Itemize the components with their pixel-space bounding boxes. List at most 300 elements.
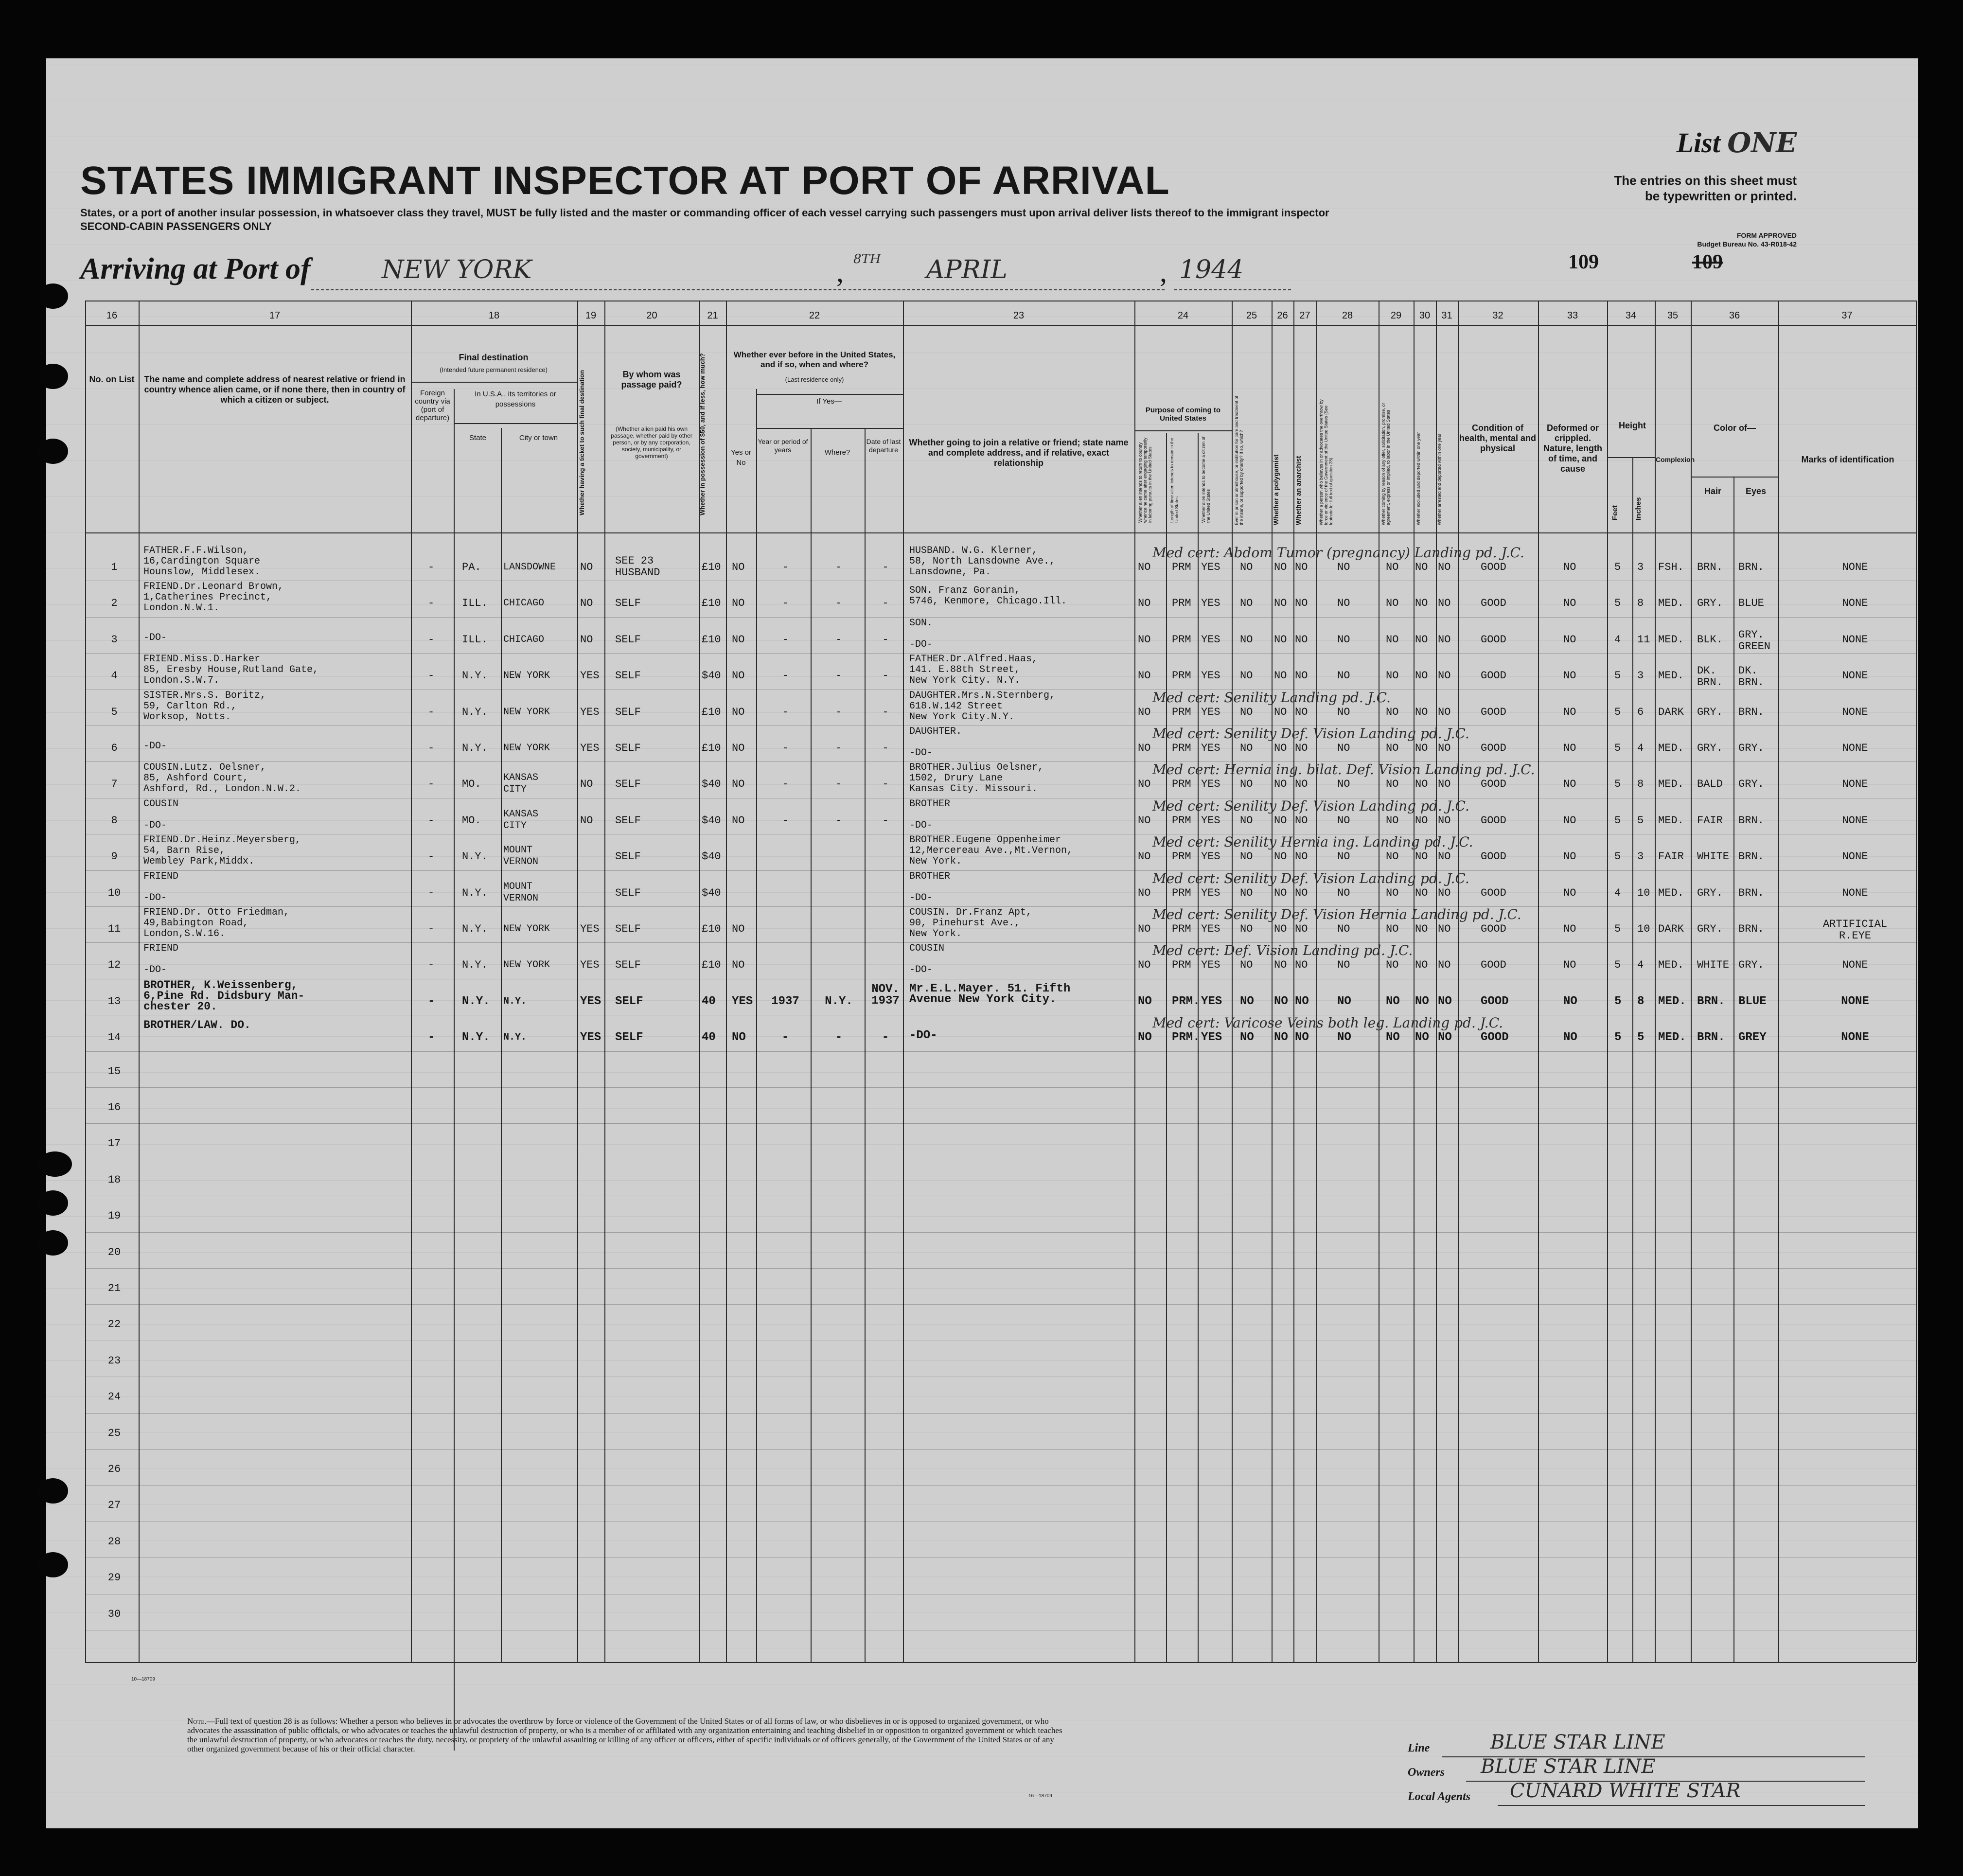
height-inches: 8 xyxy=(1637,597,1644,610)
height-feet: 5 xyxy=(1614,959,1621,972)
row-number: 30 xyxy=(107,1608,121,1620)
excluded: NO xyxy=(1415,778,1428,791)
grid-vline xyxy=(1134,301,1135,1662)
hdr-passage-note: (Whether alien paid his own passage, whether paid by other person, or by any corporation, society, municipality, or government) xyxy=(611,425,692,460)
row-number: 5 xyxy=(111,706,118,718)
prison: NO xyxy=(1240,994,1254,1008)
arrested: NO xyxy=(1438,633,1451,646)
handwritten-medical-note: Med cert: Senility Def. Vision Landing pd. J.C. xyxy=(1152,797,1469,814)
handwritten-medical-note: Med cert: Senility Def. Vision Hernia Landing pd. J.C. xyxy=(1152,906,1521,922)
height-inches: 11 xyxy=(1637,633,1650,646)
passage-paid: SELF xyxy=(615,994,643,1008)
ever-before-where: - xyxy=(835,814,842,827)
dest-state: N.Y. xyxy=(462,850,488,863)
height-inches: 10 xyxy=(1637,886,1650,899)
joining-relative: HUSBAND. W.G. Klerner, 58, North Lansdowne Ave., Lansdowne, Pa. xyxy=(909,545,1056,578)
height-inches: 3 xyxy=(1637,850,1644,863)
ticket: YES xyxy=(580,923,600,935)
hdr-if-yes: If Yes— xyxy=(816,397,842,406)
overthrow: NO xyxy=(1337,814,1350,827)
dest-state: MO. xyxy=(462,778,481,791)
anarchist: NO xyxy=(1295,1031,1309,1044)
prison: NO xyxy=(1240,886,1253,899)
grid-vline xyxy=(726,301,727,1662)
ever-before-departure: NOV. 1937 xyxy=(871,982,900,1008)
hdr-where: Where? xyxy=(824,448,850,457)
column-number: 34 xyxy=(1625,310,1637,321)
money: $40 xyxy=(702,670,721,682)
grid-vline xyxy=(1916,301,1917,1662)
row-rule xyxy=(85,1557,1916,1558)
foreign-country: - xyxy=(428,850,435,863)
grid-sub xyxy=(1691,477,1778,478)
anarchist: NO xyxy=(1295,670,1308,682)
relative-address: FRIEND -DO- xyxy=(143,870,179,903)
grid-vline xyxy=(1232,301,1233,1662)
excluded: NO xyxy=(1415,633,1428,646)
dest-city: LANSDOWNE xyxy=(503,562,556,573)
identification-marks: NONE xyxy=(1842,597,1868,610)
ever-before-year: - xyxy=(782,597,789,610)
ever-before-departure: - xyxy=(882,742,889,754)
offer-labor: NO xyxy=(1386,886,1399,899)
purpose-return: NO xyxy=(1138,597,1151,610)
column-number: 27 xyxy=(1299,310,1310,321)
page-number-stamp: 109 xyxy=(1692,251,1723,273)
handwritten-medical-note: Med cert: Abdom Tumor (pregnancy) Landing pd. J.C. xyxy=(1152,545,1524,561)
ticket: YES xyxy=(580,742,600,754)
grid-vline xyxy=(411,301,412,1662)
excluded: NO xyxy=(1415,706,1428,718)
purpose-citizen: YES xyxy=(1201,886,1220,899)
prison: NO xyxy=(1240,923,1253,935)
row-number: 23 xyxy=(107,1354,121,1367)
relative-address: FRIEND.Miss.D.Harker 85, Eresby House,Rutland Gate, London.S.W.7. xyxy=(143,654,319,687)
footnote-text: —Full text of question 28 is as follows: Whether a person who believes in or advocates the overthrow by force or violence of the Government of the United States or of all forms of law, or who disbelieves in or is opposed to organized government, or who advocates the assassination of public officials, or who advocates or teaches the unlawful destruction of property, or who is a member of or affiliated with any organization entertaining and teaching disbelief in or opposition to organized government or which teaches the unlawful destruction of property, or who advocates or teaches the duty, necessity, or propriety of the unlawful assaulting or killing of any officer or officers, either of specific individuals or of officers generally, of the Government of the United States or of any other organized government because of his or their official character. xyxy=(187,1717,1062,1753)
health: GOOD xyxy=(1481,814,1506,827)
foreign-country: - xyxy=(428,1031,435,1044)
foreign-country: - xyxy=(428,959,435,972)
height-inches: 8 xyxy=(1637,994,1645,1008)
punch-hole xyxy=(38,1190,68,1216)
money: £10 xyxy=(702,923,721,935)
dest-city: NEW YORK xyxy=(503,743,550,754)
row-number: 28 xyxy=(107,1535,121,1548)
dest-state: ILL. xyxy=(462,597,488,610)
offer-labor: NO xyxy=(1386,850,1399,863)
hdr-color-of: Color of— xyxy=(1714,423,1756,433)
dest-city: CHICAGO xyxy=(503,598,545,609)
column-number: 32 xyxy=(1492,310,1503,321)
manifest-sheet xyxy=(46,58,1918,1828)
dest-state: N.Y. xyxy=(462,959,488,972)
health: GOOD xyxy=(1481,850,1506,863)
ever-before-year: - xyxy=(782,742,789,754)
row-number: 12 xyxy=(107,959,121,972)
ever-before-yn: NO xyxy=(732,561,745,573)
money: £10 xyxy=(702,633,721,646)
grid-vline xyxy=(903,301,904,1662)
dest-city: N.Y. xyxy=(503,995,527,1007)
passage-paid: SELF xyxy=(615,886,641,899)
purpose-length: PRM xyxy=(1172,850,1191,863)
hdr-city: City or town xyxy=(519,434,558,442)
offer-labor: NO xyxy=(1386,1031,1400,1044)
excluded: NO xyxy=(1415,959,1428,972)
purpose-citizen: YES xyxy=(1201,742,1220,754)
offer-labor: NO xyxy=(1386,994,1400,1008)
hair-color: GRY. xyxy=(1697,886,1723,899)
hdr-passage-paid: By whom was passage paid? xyxy=(621,370,682,389)
row-number: 9 xyxy=(111,850,118,863)
purpose-citizen: YES xyxy=(1201,706,1220,718)
owners-value: BLUE STAR LINE xyxy=(1481,1755,1656,1778)
joining-relative: Mr.E.L.Mayer. 51. Fifth Avenue New York City. xyxy=(909,982,1071,1006)
hdr-final-destination-note: (Intended future permanent residence) xyxy=(440,366,548,373)
relative-address: FATHER.F.F.Wilson, 16,Cardington Square Hounslow, Middlesex. xyxy=(143,545,261,578)
foreign-country: - xyxy=(428,706,435,718)
grid-sub xyxy=(756,394,903,395)
identification-marks: NONE xyxy=(1842,778,1868,791)
anarchist: NO xyxy=(1295,994,1309,1008)
deformed: NO xyxy=(1563,886,1576,899)
identification-marks: NONE xyxy=(1841,994,1869,1008)
excluded: NO xyxy=(1415,923,1428,935)
ever-before-where: - xyxy=(835,633,842,646)
grid-vline-sub xyxy=(501,428,502,1662)
grid-vline xyxy=(1414,301,1415,1662)
eye-color: BRN. xyxy=(1738,923,1764,935)
arrested: NO xyxy=(1438,850,1451,863)
money: £10 xyxy=(702,706,721,718)
purpose-citizen: YES xyxy=(1201,923,1220,935)
purpose-citizen: YES xyxy=(1201,994,1222,1008)
purpose-citizen: YES xyxy=(1201,561,1220,573)
eye-color: GREY xyxy=(1738,1031,1767,1044)
height-feet: 5 xyxy=(1614,561,1621,573)
excluded: NO xyxy=(1415,886,1428,899)
purpose-return: NO xyxy=(1138,959,1151,972)
line-value: BLUE STAR LINE xyxy=(1490,1731,1665,1753)
grid-header-bottom xyxy=(85,532,1916,533)
column-number: 33 xyxy=(1567,310,1578,321)
column-number: 31 xyxy=(1441,310,1452,321)
offer-labor: NO xyxy=(1386,778,1399,791)
row-number: 17 xyxy=(107,1137,121,1150)
identification-marks: NONE xyxy=(1842,850,1868,863)
arrested: NO xyxy=(1438,670,1451,682)
polygamist: NO xyxy=(1274,706,1287,718)
overthrow: NO xyxy=(1337,923,1350,935)
ever-before-year: - xyxy=(782,633,789,646)
health: GOOD xyxy=(1481,994,1509,1008)
hdr-height: Height xyxy=(1619,421,1646,430)
deformed: NO xyxy=(1563,778,1576,791)
arrested: NO xyxy=(1438,814,1451,827)
arrested: NO xyxy=(1438,886,1451,899)
punch-hole xyxy=(38,439,68,464)
purpose-length: PRM xyxy=(1172,633,1191,646)
foreign-country: - xyxy=(428,633,435,646)
ticket: NO xyxy=(580,633,593,646)
height-feet: 5 xyxy=(1614,994,1622,1008)
identification-marks: NONE xyxy=(1842,814,1868,827)
grid-vline xyxy=(1607,301,1608,1662)
ticket: NO xyxy=(580,597,593,610)
health: GOOD xyxy=(1481,778,1506,791)
ever-before-yn: NO xyxy=(732,1031,746,1044)
height-feet: 5 xyxy=(1614,670,1621,682)
row-number: 26 xyxy=(107,1463,121,1475)
passage-paid: SELF xyxy=(615,814,641,827)
money: £10 xyxy=(702,561,721,573)
ever-before-yn: NO xyxy=(732,597,745,610)
eye-color: DK. BRN. xyxy=(1738,665,1764,689)
purpose-length: PRM xyxy=(1172,597,1191,610)
purpose-citizen: YES xyxy=(1201,633,1220,646)
hdr-health: Condition of health, mental and physical xyxy=(1459,423,1537,453)
eye-color: BRN. xyxy=(1738,886,1764,899)
dest-state: N.Y. xyxy=(462,1031,490,1044)
offer-labor: NO xyxy=(1386,597,1399,610)
ticket: YES xyxy=(580,1031,601,1044)
offer-labor: NO xyxy=(1386,814,1399,827)
prison: NO xyxy=(1240,814,1253,827)
row-number: 11 xyxy=(107,923,121,935)
row-rule xyxy=(85,1232,1916,1233)
hair-color: BRN. xyxy=(1697,1031,1725,1044)
row-number: 4 xyxy=(111,670,118,682)
height-feet: 5 xyxy=(1614,814,1621,827)
form-approved: FORM APPROVED Budget Bureau No. 43-R018-42 xyxy=(1697,231,1797,248)
hdr-date-departure: Date of last departure xyxy=(866,438,901,454)
hair-color: GRY. xyxy=(1697,742,1723,754)
health: GOOD xyxy=(1481,1031,1509,1044)
hdr-marks: Marks of identification xyxy=(1801,455,1894,464)
foreign-country: - xyxy=(428,923,435,935)
purpose-return: NO xyxy=(1138,923,1151,935)
eye-color: BRN. xyxy=(1738,850,1764,863)
column-number: 36 xyxy=(1729,310,1740,321)
deformed: NO xyxy=(1563,706,1576,718)
arrival-day: 8TH xyxy=(853,252,881,266)
grid-vline-sub xyxy=(1632,457,1633,1663)
punch-hole xyxy=(38,1151,72,1177)
entries-note: The entries on this sheet must be typewritten or printed. xyxy=(1614,173,1797,203)
overthrow: NO xyxy=(1337,994,1351,1008)
deformed: NO xyxy=(1563,670,1576,682)
deformed: NO xyxy=(1563,959,1576,972)
dest-state: N.Y. xyxy=(462,994,490,1008)
polygamist: NO xyxy=(1274,670,1287,682)
grid-vline xyxy=(1316,301,1317,1662)
foreign-country: - xyxy=(428,561,435,573)
passage-paid: SEE 23 HUSBAND xyxy=(615,555,660,579)
passage-paid: SELF xyxy=(615,670,641,682)
ever-before-year: - xyxy=(782,561,789,573)
ever-before-year: - xyxy=(782,814,789,827)
arrested: NO xyxy=(1438,1031,1452,1044)
polygamist: NO xyxy=(1274,814,1287,827)
arrival-port-line xyxy=(311,289,846,290)
arrested: NO xyxy=(1438,923,1451,935)
handwritten-medical-note: Med cert: Senility Def. Vision Landing pd. J.C. xyxy=(1152,870,1469,886)
hair-color: WHITE xyxy=(1697,959,1730,972)
relative-address: COUSIN -DO- xyxy=(143,798,179,831)
hdr-feet: Feet xyxy=(1611,505,1619,520)
hdr-arrested: Whether arrested and deported within one year xyxy=(1437,433,1442,525)
agents-label: Local Agents xyxy=(1408,1790,1471,1803)
prison: NO xyxy=(1240,850,1253,863)
subtitle-instructions: States, or a port of another insular possession, in whatsoever class they travel, MUST be fully listed and the master or commanding officer of each vessel carrying such passengers must upon arrival deliver lists thereof to the immigrant inspector xyxy=(80,207,1329,219)
height-inches: 10 xyxy=(1637,923,1650,935)
ever-before-yn: NO xyxy=(732,633,745,646)
page-number: 109 xyxy=(1568,251,1599,273)
row-number: 22 xyxy=(107,1318,121,1331)
arrested: NO xyxy=(1438,561,1451,573)
punch-hole xyxy=(38,1230,68,1256)
ticket: NO xyxy=(580,561,593,573)
arrival-port: NEW YORK xyxy=(382,255,532,284)
punch-hole xyxy=(38,283,68,309)
dest-state: N.Y. xyxy=(462,706,488,718)
complexion: MED. xyxy=(1658,670,1684,682)
hair-color: BRN. xyxy=(1697,994,1725,1008)
hdr-joining-relative: Whether going to join a relative or friend; state name and complete address, and if relative, exact relationship xyxy=(909,438,1129,468)
handwritten-medical-note: Med cert: Def. Vision Landing pd. J.C. xyxy=(1152,942,1413,959)
anarchist: NO xyxy=(1295,814,1308,827)
row-rule xyxy=(85,870,1916,871)
arrival-date-line xyxy=(849,289,1165,290)
row-rule xyxy=(85,1087,1916,1088)
hair-color: GRY. xyxy=(1697,923,1723,935)
identification-marks: NONE xyxy=(1842,706,1868,718)
overthrow: NO xyxy=(1337,561,1350,573)
health: GOOD xyxy=(1481,742,1506,754)
polygamist: NO xyxy=(1274,994,1288,1008)
health: GOOD xyxy=(1481,706,1506,718)
purpose-length: PRM xyxy=(1172,778,1191,791)
grid-vline xyxy=(1655,301,1656,1662)
purpose-return: NO xyxy=(1138,742,1151,754)
identification-marks: NONE xyxy=(1842,886,1868,899)
punch-hole xyxy=(38,364,68,389)
height-feet: 5 xyxy=(1614,706,1621,718)
ever-before-where: - xyxy=(835,778,842,791)
overthrow: NO xyxy=(1337,597,1350,610)
anarchist: NO xyxy=(1295,959,1308,972)
deformed: NO xyxy=(1563,597,1576,610)
column-number: 35 xyxy=(1667,310,1679,321)
hdr-eyes: Eyes xyxy=(1745,486,1767,496)
money: £10 xyxy=(702,959,721,972)
ever-before-where: - xyxy=(835,706,842,718)
ticket: YES xyxy=(580,670,600,682)
polygamist: NO xyxy=(1274,742,1287,754)
purpose-return: NO xyxy=(1138,850,1151,863)
polygamist: NO xyxy=(1274,886,1287,899)
hair-color: BALD xyxy=(1697,778,1723,791)
anarchist: NO xyxy=(1295,778,1308,791)
complexion: DARK xyxy=(1658,923,1684,935)
overthrow: NO xyxy=(1337,670,1350,682)
height-inches: 4 xyxy=(1637,959,1644,972)
height-feet: 5 xyxy=(1614,1031,1622,1044)
prison: NO xyxy=(1240,778,1253,791)
hdr-nearest-relative: The name and complete address of nearest relative or friend in country whence alien came, or if none there, then in country of which a citizen or subject. xyxy=(144,374,406,405)
polygamist: NO xyxy=(1274,561,1287,573)
dest-city: MOUNT VERNON xyxy=(503,881,539,904)
hdr-prison: Ever in prison or almshouse, or institution for care and treatment of the insane, or supported by charity? If so, which? xyxy=(1234,395,1244,525)
money: 40 xyxy=(702,994,716,1008)
column-number: 28 xyxy=(1342,310,1353,321)
footnote-q28 xyxy=(187,1717,1062,1753)
purpose-citizen: YES xyxy=(1201,814,1220,827)
row-rule xyxy=(85,617,1916,618)
prison: NO xyxy=(1240,1031,1254,1044)
row-number: 21 xyxy=(107,1282,121,1294)
dest-state: N.Y. xyxy=(462,923,488,935)
money: $40 xyxy=(702,886,721,899)
dest-state: N.Y. xyxy=(462,742,488,754)
hdr-purpose-a: Whether alien intends to return to country whence he came after engaging temporarily in laboring pursuits in the United States xyxy=(1138,437,1152,523)
column-number: 16 xyxy=(106,310,118,321)
column-number: 17 xyxy=(269,310,281,321)
polygamist: NO xyxy=(1274,778,1287,791)
health: GOOD xyxy=(1481,886,1506,899)
ever-before-year: - xyxy=(782,670,789,682)
row-rule xyxy=(85,942,1916,943)
polygamist: NO xyxy=(1274,597,1287,610)
handwritten-medical-note: Med cert: Hernia ing. bilat. Def. Vision Landing pd. J.C. xyxy=(1152,761,1535,778)
hair-color: DK. BRN. xyxy=(1697,665,1723,689)
offer-labor: NO xyxy=(1386,670,1399,682)
subtitle-class: SECOND-CABIN PASSENGERS ONLY xyxy=(80,220,272,232)
offer-labor: NO xyxy=(1386,742,1399,754)
height-feet: 5 xyxy=(1614,597,1621,610)
purpose-length: PRM xyxy=(1172,742,1191,754)
handwritten-medical-note: Med cert: Senility Hernia ing. Landing pd. J.C. xyxy=(1152,834,1473,850)
polygamist: NO xyxy=(1274,923,1287,935)
anarchist: NO xyxy=(1295,597,1308,610)
joining-relative: DAUGHTER.Mrs.N.Sternberg, 618.W.142 Street New York City.N.Y. xyxy=(909,690,1056,723)
grid-vline xyxy=(1538,301,1539,1662)
purpose-return: NO xyxy=(1138,778,1151,791)
column-number: 19 xyxy=(585,310,597,321)
dest-state: N.Y. xyxy=(462,886,488,899)
arrested: NO xyxy=(1438,959,1451,972)
foreign-country: - xyxy=(428,597,435,610)
complexion: FSH. xyxy=(1658,561,1684,573)
joining-relative: DAUGHTER. -DO- xyxy=(909,726,962,759)
height-feet: 5 xyxy=(1614,778,1621,791)
passage-paid: SELF xyxy=(615,1031,643,1044)
grid-sub xyxy=(411,382,577,383)
row-number: 8 xyxy=(111,814,118,827)
hdr-anarchist: Whether an anarchist xyxy=(1294,456,1302,525)
purpose-return: NO xyxy=(1138,994,1152,1008)
grid-sub xyxy=(756,428,903,429)
excluded: NO xyxy=(1415,1031,1429,1044)
eye-color: GRY. xyxy=(1738,959,1764,972)
height-inches: 4 xyxy=(1637,742,1644,754)
anarchist: NO xyxy=(1295,633,1308,646)
handwritten-medical-note: Med cert: Varicose Veins both leg. Landing pd. J.C. xyxy=(1152,1015,1503,1031)
excluded: NO xyxy=(1415,814,1428,827)
joining-relative: COUSIN. Dr.Franz Apt, 90, Pinehurst Ave., New York. xyxy=(909,907,1032,939)
hdr-purpose-c: Whether alien intends to become a citizen of the United States xyxy=(1201,436,1211,523)
purpose-length: PRM xyxy=(1172,814,1191,827)
